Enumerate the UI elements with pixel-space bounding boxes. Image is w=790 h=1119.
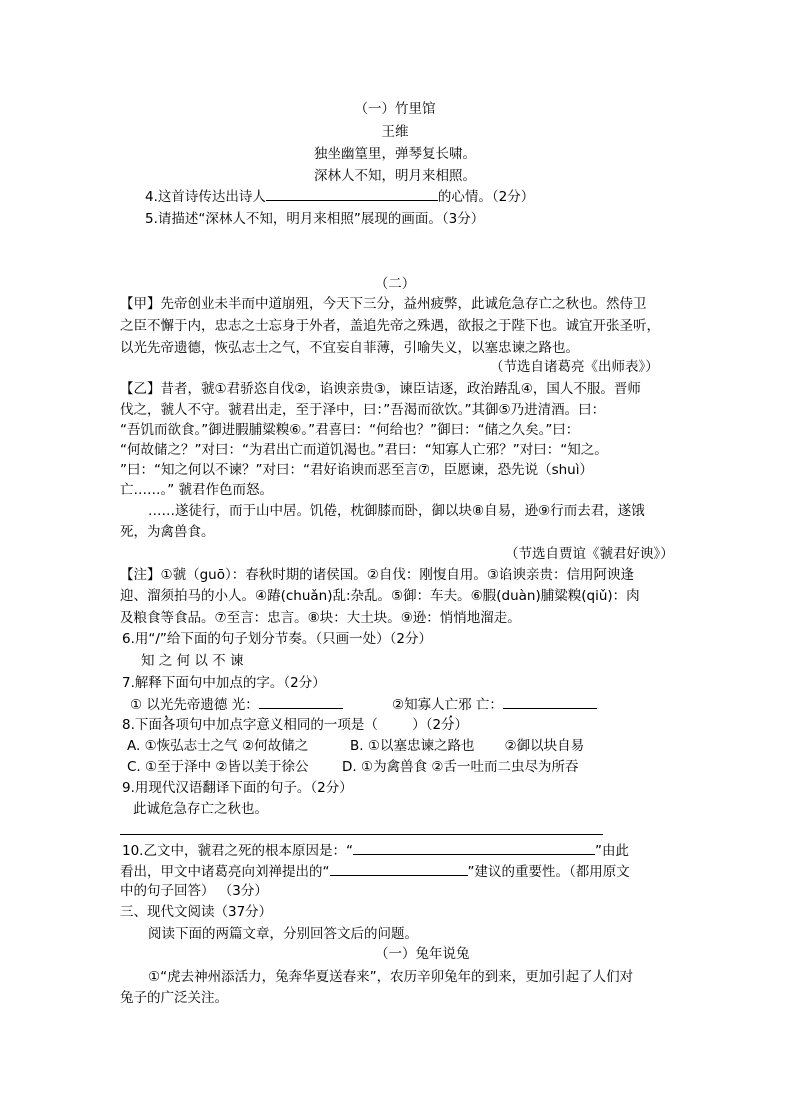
question-8-option-a[interactable]: A. ①恢弘志士之气 ②何故储之 (127, 738, 309, 754)
annotation-line: 【注】①虢（guō）：春秋时期的诸侯国。②自伐：刚愎自用。③谄谀亲贵：信用阿谀逢 (120, 567, 634, 583)
section-heading: 三、现代文阅读（37分） (120, 904, 273, 920)
passage-yi-source: （节选自贾谊《虢君好谀》） (505, 546, 674, 562)
question-10-line (120, 862, 630, 881)
passage-yi-line: 伐之，虢人不守。虢君出走，至于泽中，曰：”吾渴而欲饮。”其御⑤乃进清酒。曰： (120, 402, 606, 418)
question-text: ”建议的重要性。（都用原文 (467, 864, 630, 880)
poem-author: 王维 (381, 124, 409, 140)
question-9: 9.用现代汉语翻译下面的句子。（2分） (122, 780, 353, 796)
passage-jia-source: （节选自诸葛亮《出师表》） (490, 359, 659, 375)
question-8-option-c[interactable]: C. ①至于泽中 ②皆以美于徐公 (127, 759, 309, 775)
passage-yi-line: ……遂徒行，而于山中居。饥倦，枕御膝而卧，御以块⑧自易，逊⑨行而去君，遂饿 (148, 503, 645, 519)
dotted-character: 亡 (444, 697, 459, 713)
question-text: ②知寡人 (392, 697, 445, 713)
question-text: 看出，甲文中诸葛亮向刘禅提出的“ (120, 864, 330, 880)
question-text: ”由此 (594, 843, 629, 859)
question-5: 5.请描述“深林人不知，明月来相照”展现的画面。（3分） (145, 211, 485, 227)
passage-yi-line: 死，为禽兽食。 (120, 524, 215, 540)
passage-yi-line: ”曰：“知之何以不谏？”对曰：“君好谄谀而恶至言⑦，臣愿谏，恐先说（shuì） (120, 462, 593, 478)
answer-blank[interactable] (503, 695, 597, 709)
poem-line: 独坐幽篁里，弹琴复长啸。 (314, 146, 476, 162)
passage-yi-line: “吾饥而欲食。”御进腵脯粱糗⑥。”君喜曰：“何给也？”御曰：“储之久矣。”曰： (120, 422, 580, 438)
question-8-option-b[interactable]: B. ①以塞忠谏之路也 ②御以块自易 (350, 738, 585, 754)
question-7: 7.解释下面句中加点的字。（2分） (122, 675, 326, 691)
answer-blank[interactable] (353, 841, 595, 855)
passage-jia-line: 之臣不懈于内，忠志之士忘身于外者，盖追先帝之殊遇，欲报之于陛下也。诚宜开张圣听， (120, 318, 660, 334)
dotted-character: 光 (159, 697, 174, 713)
paragraph-line: 兔子的广泛关注。 (120, 990, 228, 1006)
passage-jia-line: 以光先帝遗德，恢弘志士之气，不宜妄自菲薄，引喻失义，以塞忠谏之路也。 (120, 340, 579, 356)
question-text: ① 以 (130, 697, 160, 713)
question-8-option-d[interactable]: D. ①为禽兽食 ②舌一吐而二虫尽为所吞 (342, 759, 579, 775)
question-4 (145, 187, 534, 206)
question-text: 先帝遗德 光： (173, 697, 259, 713)
question-9-sentence: 此诚危急存亡之秋也。 (133, 801, 268, 817)
question-10-line (122, 841, 629, 860)
passage-yi-line: 【乙】昔者，虢①君骄恣自伐②，谄谀亲贵③，谏臣诘逐，政治踳乱④，国人不服。晋师 (120, 381, 641, 397)
annotation-line: 迎、溜须拍马的小人。④踳(chuǎn)乱:杂乱。⑤御：车夫。⑥腵(duàn)脯粱糗(qiǔ)：肉 (120, 588, 640, 604)
paragraph-line: ①“虎去神州添活力，兔奔华夏送春来”，农历辛卯兔年的到来，更加引起了人们对 (148, 969, 634, 985)
answer-line[interactable] (120, 834, 603, 835)
question-text: 的心情。（2分） (437, 189, 535, 205)
answer-blank[interactable] (266, 187, 438, 201)
annotation-line: 及粮食等食品。⑦至言：忠言。⑧块：大土块。⑨逊：悄悄地溜走。 (120, 610, 521, 626)
passage-jia-line: 【甲】先帝创业未半而中道崩殂，今天下三分，益州疲弊，此诚危急存亡之秋也。然侍卫 (120, 296, 647, 312)
question-8: 8.下面各项句中加点字意义相同的一项是（ ）（2分） (122, 717, 469, 733)
passage-yi-line: 亡……。” 虢君作色而怒。 (120, 482, 274, 498)
question-text: 10.乙文中，虢君之死的根本原因是：“ (122, 843, 353, 859)
question-6-sentence: 知 之 何 以 不 谏 (141, 653, 244, 669)
answer-blank[interactable] (259, 695, 343, 709)
article-title: （一）兔年说兔 (375, 946, 470, 962)
classical-section-title: （二） (374, 276, 416, 292)
question-6: 6.用“/”给下面的句子划分节奏。（只画一处）（2分） (122, 631, 433, 647)
answer-blank[interactable] (330, 862, 468, 876)
poem-section-title: （一）竹里馆 (354, 101, 436, 117)
poem-line: 深林人不知，明月来相照。 (314, 168, 476, 184)
question-text: 4.这首诗传达出诗人 (145, 189, 266, 205)
question-text: 邪 亡： (458, 697, 503, 713)
question-10-line: 中的句子回答） （3分） (120, 883, 268, 899)
passage-yi-line: “何故储之？”对曰：“为君出亡而道饥渴也。”君曰：“知寡人亡邪？”对曰：“知之。 (120, 442, 608, 458)
reading-instruction: 阅读下面的两篇文章，分别回答文后的问题。 (148, 926, 418, 942)
